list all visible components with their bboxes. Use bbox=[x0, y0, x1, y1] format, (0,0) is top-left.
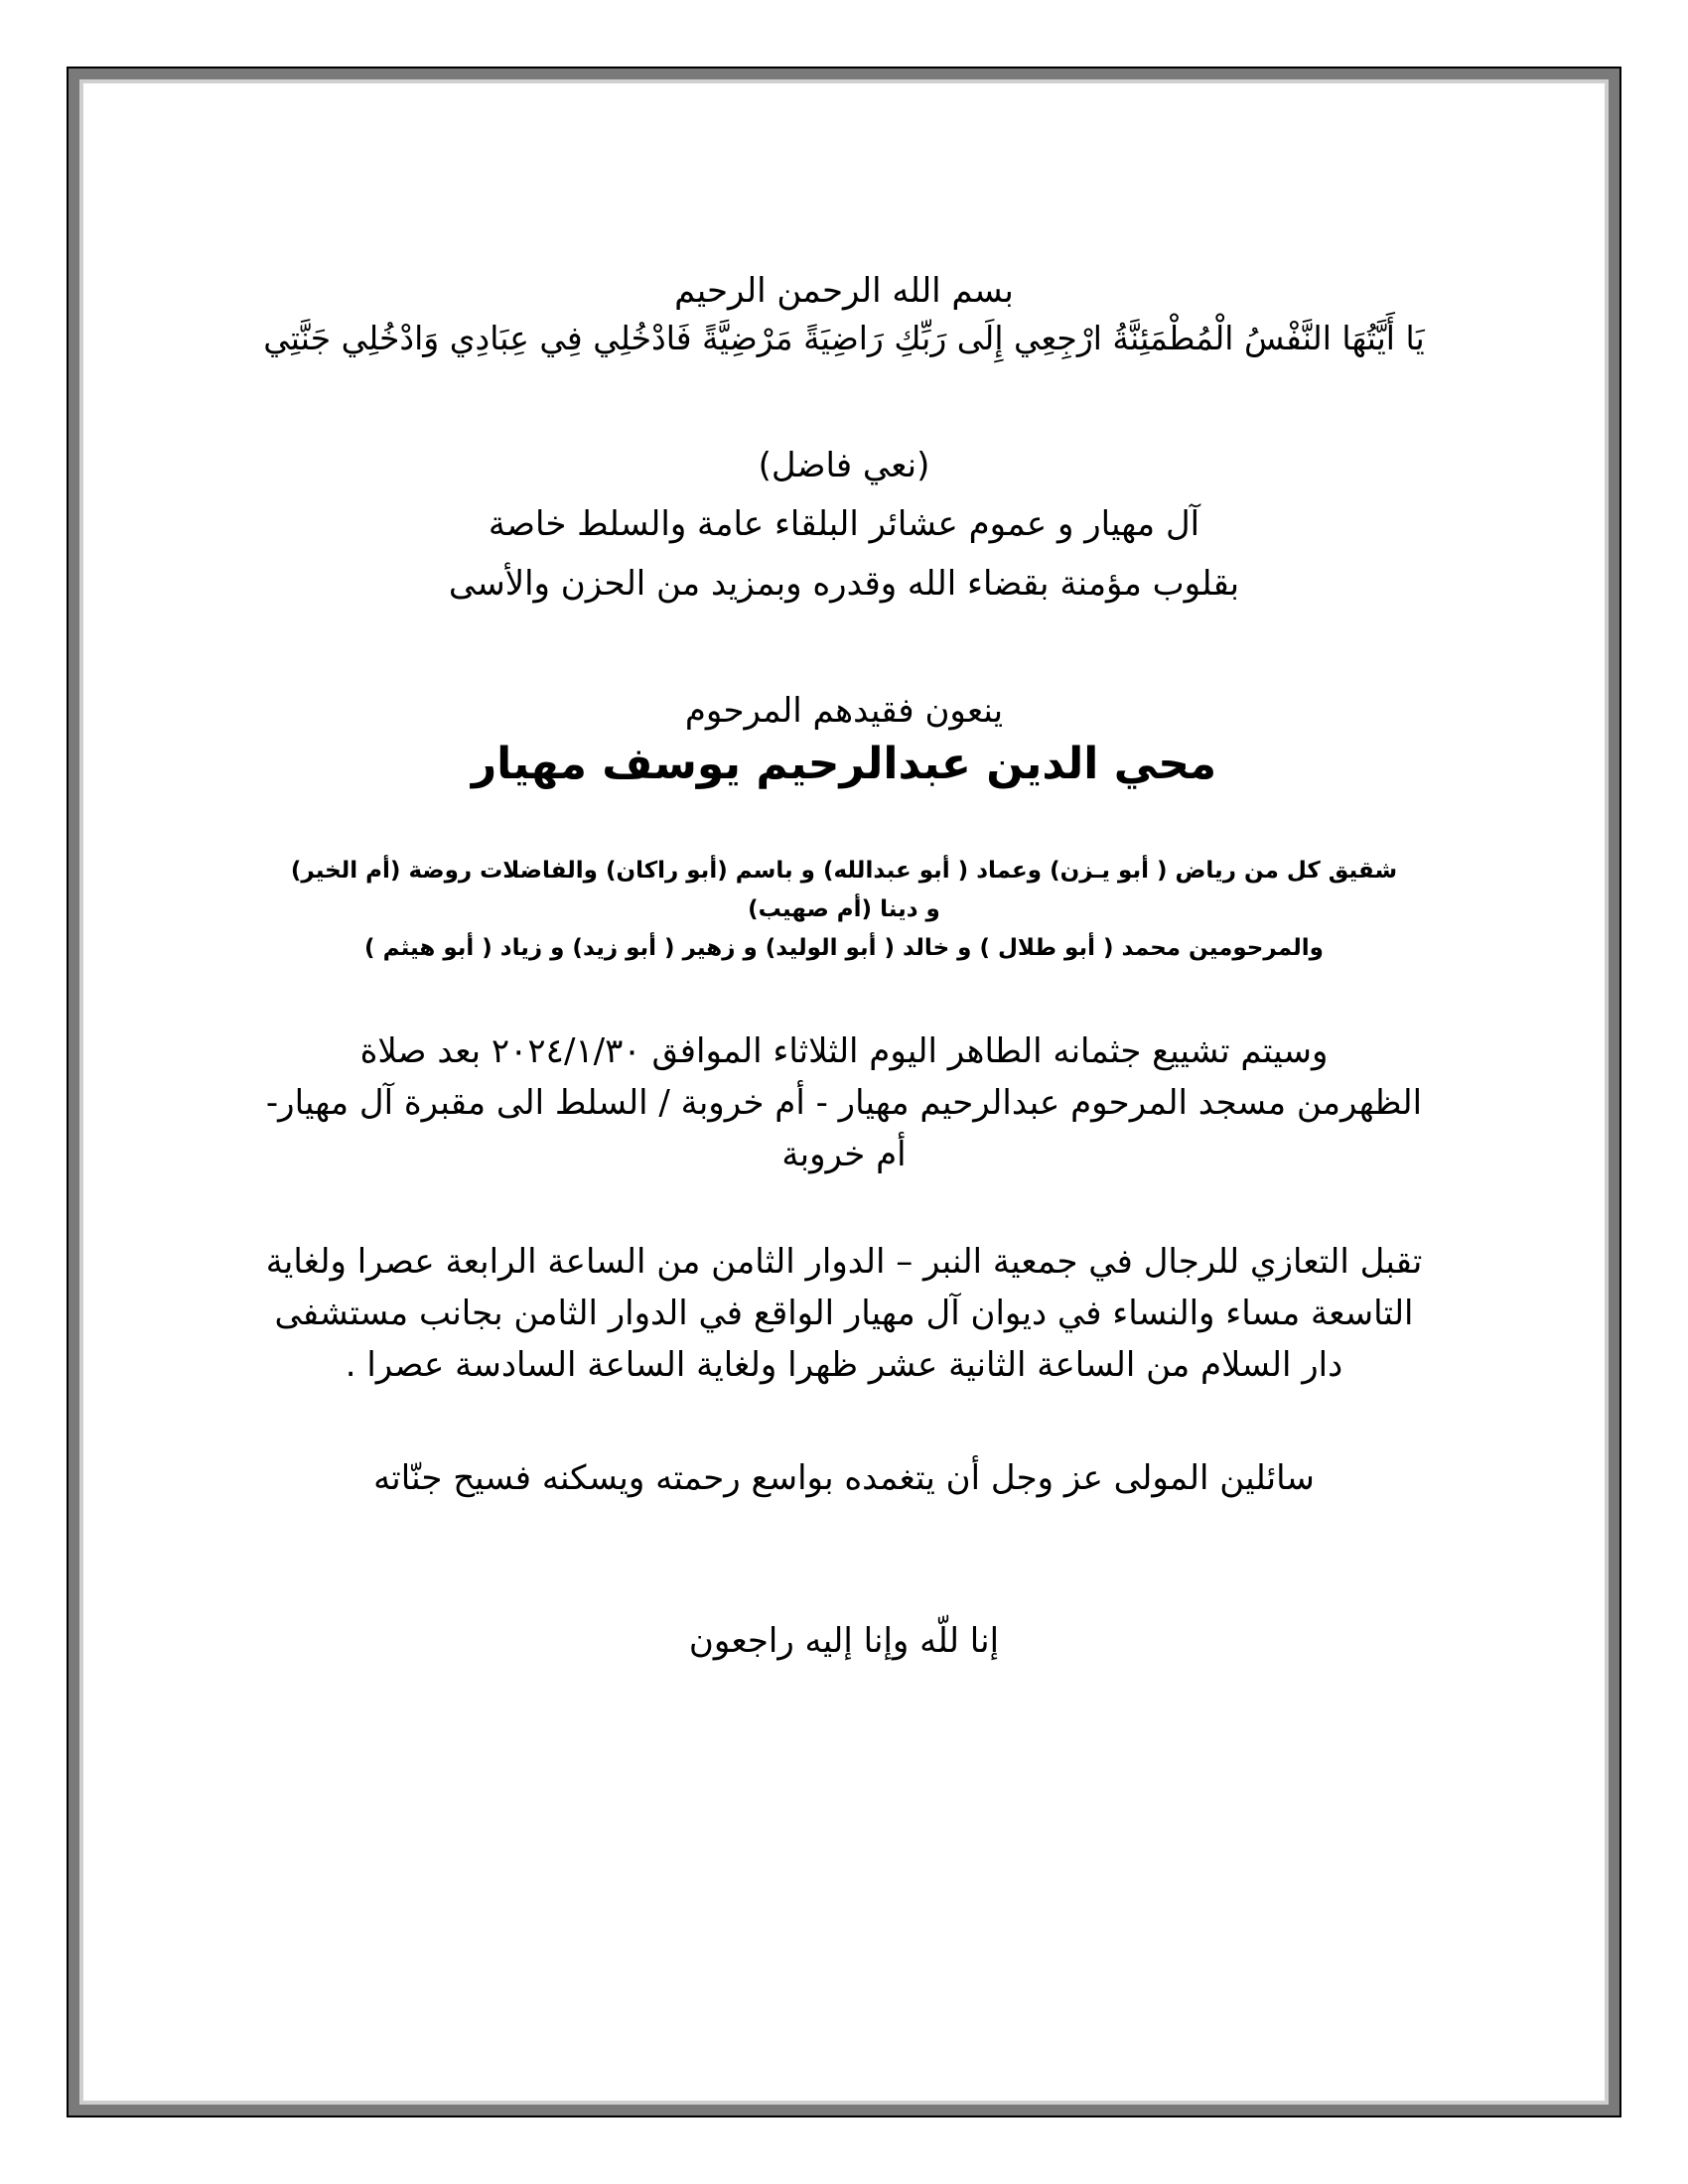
condolence-line: التاسعة مساء والنساء في ديوان آل مهيار الواقع في الدوار الثامن بجانب مستشفى bbox=[274, 1294, 1414, 1333]
funeral-line: وسيتم تشييع جثمانه الطاهر اليوم الثلاثاء الموافق ٢٠٢٤/١/٣٠ بعد صلاة bbox=[359, 1031, 1329, 1071]
deceased bbox=[0, 685, 1688, 792]
quran-verse: يَا أَيَّتُهَا النَّفْسُ الْمُطْمَئِنَّةُ ارْجِعِي إِلَى رَبِّكِ رَاضِيَةً مَرْضِيَّةً فَادْخُلِي فِي عِبَادِي وَادْخُلِي جَنَّتِي bbox=[263, 319, 1425, 357]
condolence-line: دار السلام من الساعة الثانية عشر ظهرا ولغاية الساعة السادسة عصرا . bbox=[345, 1345, 1343, 1385]
header bbox=[0, 268, 1688, 363]
prayer bbox=[0, 1452, 1688, 1504]
announcement bbox=[0, 437, 1688, 614]
basmala: بسم الله الرحمن الرحيم bbox=[674, 271, 1014, 311]
announcement-line: آل مهيار و عموم عشائر البلقاء عامة والسلط خاصة bbox=[488, 504, 1200, 544]
funeral-details bbox=[0, 1025, 1688, 1180]
relatives bbox=[0, 852, 1688, 968]
relatives-line: والمرحومين محمد ( أبو طلال ) و خالد ( أبو الوليد) و زهير ( أبو زيد) و زياد ( أبو هيثم ) bbox=[364, 935, 1324, 961]
deceased-intro: ينعون فقيدهم المرحوم bbox=[684, 691, 1004, 731]
funeral-line: أم خروبة bbox=[781, 1135, 907, 1174]
announcement-line: بقلوب مؤمنة بقضاء الله وقدره وبمزيد من الحزن والأسى bbox=[448, 564, 1240, 604]
announcement-title: (نعي فاضل) bbox=[758, 446, 930, 485]
closing-text: إنا للّه وإنا إليه راجعون bbox=[688, 1621, 1000, 1661]
funeral-line: الظهرمن مسجد المرحوم عبدالرحيم مهيار - أم خروبة / السلط الى مقبرة آل مهيار- bbox=[265, 1083, 1423, 1123]
deceased-name: محي الدين عبدالرحيم يوسف مهيار bbox=[471, 739, 1217, 789]
closing bbox=[0, 1615, 1688, 1667]
condolence-details bbox=[0, 1236, 1688, 1391]
relatives-line: شقيق كل من رياض ( أبو يـزن) وعماد ( أبو عبدالله) و باسم (أبو راكان) والفاضلات روضة (أم الخير) bbox=[290, 858, 1398, 884]
prayer-text: سائلين المولى عز وجل أن يتغمده بواسع رحمته ويسكنه فسيح جنّاته bbox=[373, 1458, 1315, 1498]
condolence-line: تقبل التعازي للرجال في جمعية النبر – الدوار الثامن من الساعة الرابعة عصرا ولغاية bbox=[265, 1242, 1423, 1282]
relatives-line: و دينا (أم صهيب) bbox=[748, 896, 940, 922]
